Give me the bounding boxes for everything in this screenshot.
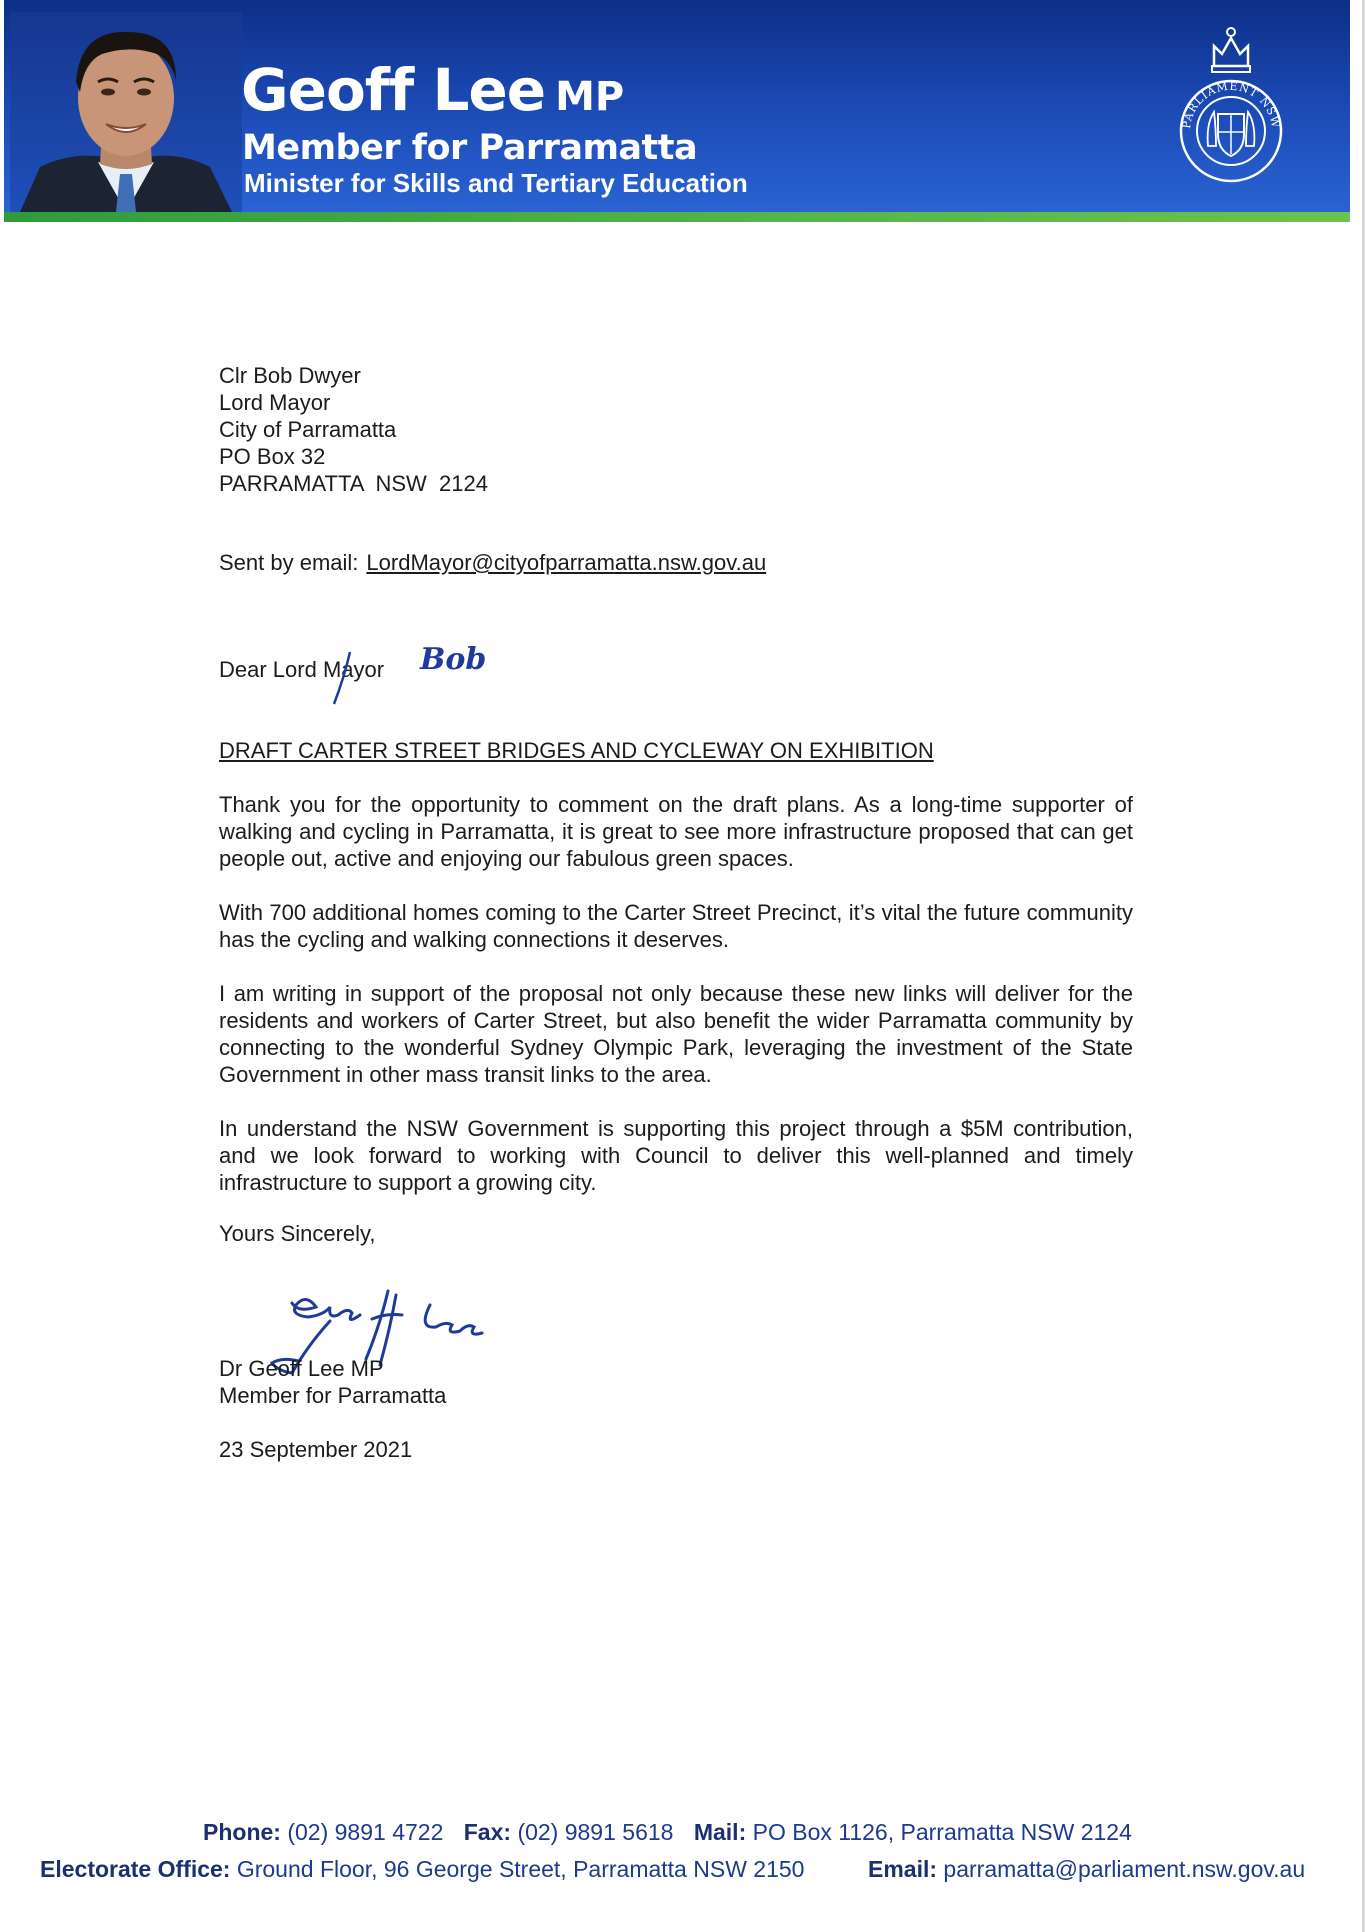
mp-suffix: MP	[555, 74, 625, 120]
body-paragraph: Thank you for the opportunity to comment on the draft plans. As a long-time supporter of walking and cycling in Parramatta, it is great to see more infrastructure proposed that can get people out, active and enjoying our fabulous green spaces.	[219, 792, 1133, 871]
footer-electorate-label: Electorate Office:	[40, 1856, 231, 1882]
footer-contact-line	[203, 1818, 1132, 1846]
footer-email-label: Email:	[868, 1856, 938, 1882]
recipient-address	[219, 362, 488, 497]
body-paragraph: I am writing in support of the proposal not only because these new links will deliver for the residents and workers of Carter Street, but also benefit the wider Parramatta community by connecting to the wonderful Sydney Olympic Park, leveraging the investment of the State Government in other mass transit links to the area.	[219, 981, 1133, 1087]
closing: Yours Sincerely,	[219, 1221, 376, 1246]
footer-phone-label: Phone:	[203, 1819, 281, 1845]
mp-name: Geoff Lee MP	[241, 56, 625, 124]
parliament-crest-icon	[1176, 16, 1286, 196]
address-line: PARRAMATTA NSW 2124	[219, 471, 488, 496]
letterhead-accent-line	[4, 212, 1350, 222]
body-paragraph: With 700 additional homes coming to the Carter Street Precinct, it’s vital the future community has the cycling and walking connections it deserves.	[219, 900, 1133, 952]
mp-ministry: Minister for Skills and Tertiary Education	[244, 168, 748, 198]
footer-mail-label: Mail:	[693, 1819, 747, 1845]
address-line: City of Parramatta	[219, 417, 397, 442]
footer-fax-label: Fax:	[463, 1819, 512, 1845]
footer-fax: (02) 9891 5618	[517, 1819, 674, 1845]
body-paragraph: In understand the NSW Government is supporting this project through a $5M contribution, and we look forward to working with Council to deliver this well-planned and timely infrastructure to support a growing city.	[219, 1116, 1133, 1195]
footer-email-line	[868, 1855, 1305, 1883]
footer-phone: (02) 9891 4722	[287, 1819, 444, 1845]
footer-mail: PO Box 1126, Parramatta NSW 2124	[752, 1819, 1132, 1845]
recipient-email-link[interactable]: LordMayor@cityofparramatta.nsw.gov.au	[366, 550, 767, 575]
footer-email[interactable]: parramatta@parliament.nsw.gov.au	[943, 1856, 1306, 1882]
crest-text: PARLIAMENT NSW	[1179, 79, 1283, 130]
address-line: Lord Mayor	[219, 390, 331, 415]
mp-role: Member for Parramatta	[242, 128, 698, 168]
letterhead-banner	[4, 0, 1350, 212]
subject-heading: DRAFT CARTER STREET BRIDGES AND CYCLEWAY ON EXHIBITION	[219, 738, 934, 763]
address-line: Clr Bob Dwyer	[219, 363, 361, 388]
signer-name: Dr Geoff Lee MP	[219, 1356, 384, 1381]
footer-electorate-address: Ground Floor, 96 George Street, Parramatta NSW 2150	[236, 1856, 805, 1882]
address-line: PO Box 32	[219, 444, 326, 469]
signer-title: Member for Parramatta	[219, 1383, 447, 1408]
handwritten-salutation-name: Bob	[420, 642, 487, 677]
salutation: Dear Lord Mayor	[219, 657, 385, 682]
strikethrough-mark	[326, 648, 356, 708]
sent-by-email-line	[219, 549, 766, 576]
mp-portrait	[10, 12, 242, 212]
sent-by-email-label: Sent by email:	[219, 550, 359, 575]
letter-date: 23 September 2021	[219, 1437, 413, 1462]
footer-electorate-office	[40, 1855, 804, 1883]
